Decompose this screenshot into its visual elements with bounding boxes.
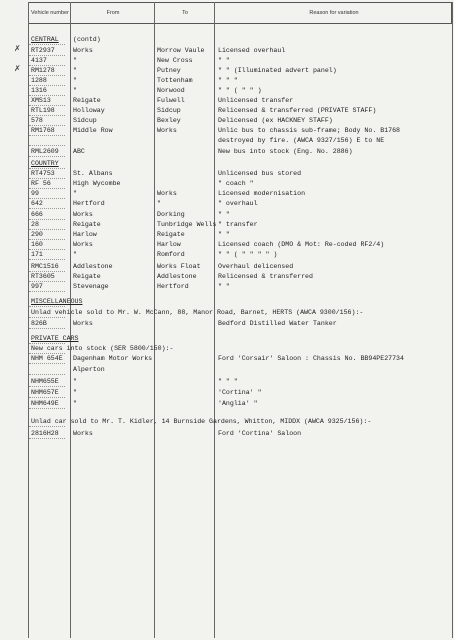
- cell-c1: 666: [31, 211, 43, 218]
- cell-c2: Hertford: [73, 200, 105, 207]
- column-rule: [452, 2, 453, 638]
- cell-c1: RT3605: [31, 273, 55, 280]
- cell-c2: Stevenage: [73, 283, 109, 290]
- cell-c3: Dorking: [157, 211, 185, 218]
- cell-c2: Works: [73, 241, 93, 248]
- cell-c3: ": [157, 200, 161, 207]
- cell-c3: Putney: [157, 67, 181, 74]
- row-rule: [29, 85, 65, 86]
- row-rule: [29, 44, 65, 45]
- cell-c3: Tottenham: [157, 77, 193, 84]
- cell-c3: Romford: [157, 251, 185, 258]
- cell-c1: NHM655E: [31, 378, 59, 385]
- cell-c4: Unlicensed bus stored: [218, 170, 302, 177]
- cell-c2: ": [73, 87, 77, 94]
- row-rule: [29, 229, 65, 230]
- cell-c4: " " ": [218, 378, 238, 385]
- cell-c4: 'Anglia' ": [218, 400, 258, 407]
- row-rule: [29, 408, 65, 409]
- cell-c1: CENTRAL: [31, 36, 59, 43]
- cell-c1: RT4753: [31, 170, 55, 177]
- row-rule: [29, 259, 65, 260]
- cell-c1: New cars into stock (SER 5800/150):-: [31, 345, 174, 352]
- cell-c3: Works Float: [157, 263, 201, 270]
- cell-c1: COUNTRY: [31, 160, 59, 167]
- row-rule: [29, 198, 65, 199]
- cell-c1: 642: [31, 200, 43, 207]
- cell-c1: 997: [31, 283, 43, 290]
- row-rule: [29, 156, 65, 157]
- cell-c3: Reigate: [157, 231, 185, 238]
- column-rule: [214, 2, 215, 638]
- cell-c2: Harlow: [73, 231, 97, 238]
- cell-c1: NHM657E: [31, 389, 59, 396]
- row-rule: [29, 75, 65, 76]
- row-rule: [29, 145, 65, 146]
- cell-c2: ": [73, 190, 77, 197]
- row-rule: [29, 363, 65, 364]
- cell-c2: ABC: [73, 148, 85, 155]
- row-rule: [29, 291, 65, 292]
- cell-c1: Unlad car sold to Mr. T. Kidler, 14 Burnside Gardens, Whitton, MIDDX (AWCA 9325/156):-: [31, 418, 372, 425]
- cell-c1: XMS13: [31, 97, 51, 104]
- cell-c3: Works: [157, 190, 177, 197]
- cell-c4: Licensed coach (DMO & Mot: Re-coded RF2/4): [218, 241, 385, 248]
- row-rule: [29, 306, 65, 307]
- cell-c2: Addlestone: [73, 263, 113, 270]
- cell-c1: 2816H28: [31, 430, 59, 437]
- cell-c4: " coach ": [218, 180, 254, 187]
- cell-c1: RM1278: [31, 67, 55, 74]
- row-rule: [29, 317, 65, 318]
- row-rule: [29, 386, 65, 387]
- cell-c1: RML2609: [31, 148, 59, 155]
- cell-c1: PRIVATE CARS: [31, 335, 79, 342]
- cell-c4: Relicensed & transferred: [218, 273, 313, 280]
- cell-c4: " " (Illuminated advert panel): [218, 67, 337, 74]
- cell-c4: " " ( " " ): [218, 87, 262, 94]
- row-rule: [29, 105, 65, 106]
- cell-c2: ": [73, 389, 77, 396]
- cell-c1: 1288: [31, 77, 47, 84]
- row-rule: [29, 343, 65, 344]
- cell-c2: (contd): [73, 36, 101, 43]
- cell-c1: RF 56: [31, 180, 51, 187]
- header-vehicle-number: Vehicle number: [31, 10, 69, 16]
- cell-c2: Works: [73, 211, 93, 218]
- row-rule: [29, 188, 65, 189]
- row-rule: [29, 115, 65, 116]
- cell-c1: 28: [31, 221, 39, 228]
- cell-c4: " ": [218, 57, 230, 64]
- cell-c4: Ford 'Cortina' Saloon: [218, 430, 302, 437]
- cell-c4: Delicensed (ex HACKNEY STAFF): [218, 117, 333, 124]
- cell-c4: Unlic bus to chassis sub-frame; Body No. B1768: [218, 127, 401, 134]
- cell-c2: Works: [73, 430, 93, 437]
- row-rule: [29, 271, 65, 272]
- row-rule: [29, 65, 65, 66]
- cell-c2: ": [73, 57, 77, 64]
- row-rule: [29, 219, 65, 220]
- cell-c1: RT2937: [31, 47, 55, 54]
- cell-c4: " " ": [218, 77, 238, 84]
- cell-c2: Reigate: [73, 221, 101, 228]
- cell-c2: Works: [73, 320, 93, 327]
- row-rule: [29, 208, 65, 209]
- cell-c4: " ": [218, 283, 230, 290]
- cell-c4: " " ( " " " " ): [218, 251, 278, 258]
- header-reason: Reason for variation: [309, 10, 359, 16]
- column-rule: [70, 2, 71, 638]
- row-rule: [29, 168, 65, 169]
- cell-c4: Relicensed & transferred (PRIVATE STAFF): [218, 107, 377, 114]
- margin-mark-icon: ✗: [14, 64, 21, 73]
- table-header: [28, 2, 452, 24]
- row-rule: [29, 135, 65, 136]
- header-from: From: [106, 10, 120, 16]
- cell-c2: ": [73, 77, 77, 84]
- cell-c1: 290: [31, 231, 43, 238]
- cell-c2: St. Albans: [73, 170, 113, 177]
- cell-c4: " transfer: [218, 221, 258, 228]
- cell-c1: 171: [31, 251, 43, 258]
- cell-c1: NHM 654E: [31, 355, 63, 362]
- cell-c2: ": [73, 400, 77, 407]
- cell-c4: Licensed overhaul: [218, 47, 286, 54]
- cell-c1: 99: [31, 190, 39, 197]
- row-rule: [29, 281, 65, 282]
- cell-c1: RTL198: [31, 107, 55, 114]
- column-rule: [28, 2, 29, 638]
- cell-c2: Sidcup: [73, 117, 97, 124]
- row-rule: [29, 328, 65, 329]
- cell-c3: New Cross: [157, 57, 193, 64]
- cell-c4: " overhaul: [218, 200, 258, 207]
- cell-c2: ": [73, 251, 77, 258]
- row-rule: [29, 353, 65, 354]
- cell-c4: " ": [218, 231, 230, 238]
- cell-c1: RM1768: [31, 127, 55, 134]
- cell-c1: RMC1516: [31, 263, 59, 270]
- row-rule: [29, 249, 65, 250]
- cell-c3: Morrow Vaule: [157, 47, 205, 54]
- cell-c3: Sidcup: [157, 107, 181, 114]
- cell-c2: ": [73, 67, 77, 74]
- cell-c2: High Wycombe: [73, 180, 121, 187]
- cell-c3: Addlestone: [157, 273, 197, 280]
- cell-c4: Licensed modernisation: [218, 190, 306, 197]
- margin-mark-icon: ✗: [14, 44, 21, 53]
- cell-c1: MISCELLANEOUS: [31, 298, 83, 305]
- cell-c2: Works: [73, 47, 93, 54]
- cell-c4: Ford 'Corsair' Saloon : Chassis No. BB94PE27734: [218, 355, 404, 362]
- row-rule: [29, 95, 65, 96]
- cell-c1: NHM649E: [31, 400, 59, 407]
- cell-c2: Reigate: [73, 273, 101, 280]
- cell-c3: Bexley: [157, 117, 181, 124]
- cell-c4: destroyed by fire. (AWCA 9327/156) E to NE: [218, 137, 385, 144]
- row-rule: [29, 374, 65, 375]
- cell-c2: Dagenham Motor Works: [73, 355, 153, 362]
- cell-c2: Middle Row: [73, 127, 113, 134]
- cell-c4: Overhaul delicensed: [218, 263, 294, 270]
- cell-c2: Holloway: [73, 107, 105, 114]
- cell-c1: 4137: [31, 57, 47, 64]
- row-rule: [29, 55, 65, 56]
- cell-c1: 1316: [31, 87, 47, 94]
- cell-c4: " ": [218, 211, 230, 218]
- cell-c4: Bedford Distilled Water Tanker: [218, 320, 337, 327]
- cell-c3: Works: [157, 127, 177, 134]
- cell-c2: Reigate: [73, 97, 101, 104]
- column-rule: [154, 2, 155, 638]
- cell-c1: Unlad vehicle sold to Mr. W. McCann, 88, Manor Road, Barnet, HERTS (AWCA 9300/156):-: [31, 309, 364, 316]
- row-rule: [29, 397, 65, 398]
- header-to: To: [182, 10, 188, 16]
- cell-c3: Harlow: [157, 241, 181, 248]
- cell-c4: 'Cortina' ": [218, 389, 262, 396]
- cell-c2: Alperton: [73, 366, 105, 373]
- cell-c3: Fulwell: [157, 97, 185, 104]
- row-rule: [29, 426, 65, 427]
- cell-c4: New bus into stock (Eng. No. 2886): [218, 148, 353, 155]
- cell-c1: 826B: [31, 320, 47, 327]
- cell-c3: Hertford: [157, 283, 189, 290]
- cell-c3: Tunbridge Wells: [157, 221, 217, 228]
- cell-c1: 578: [31, 117, 43, 124]
- cell-c2: ": [73, 378, 77, 385]
- row-rule: [29, 125, 65, 126]
- cell-c1: 160: [31, 241, 43, 248]
- cell-c4: Unlicensed transfer: [218, 97, 294, 104]
- row-rule: [29, 438, 65, 439]
- row-rule: [29, 178, 65, 179]
- cell-c3: Norwood: [157, 87, 185, 94]
- row-rule: [29, 239, 65, 240]
